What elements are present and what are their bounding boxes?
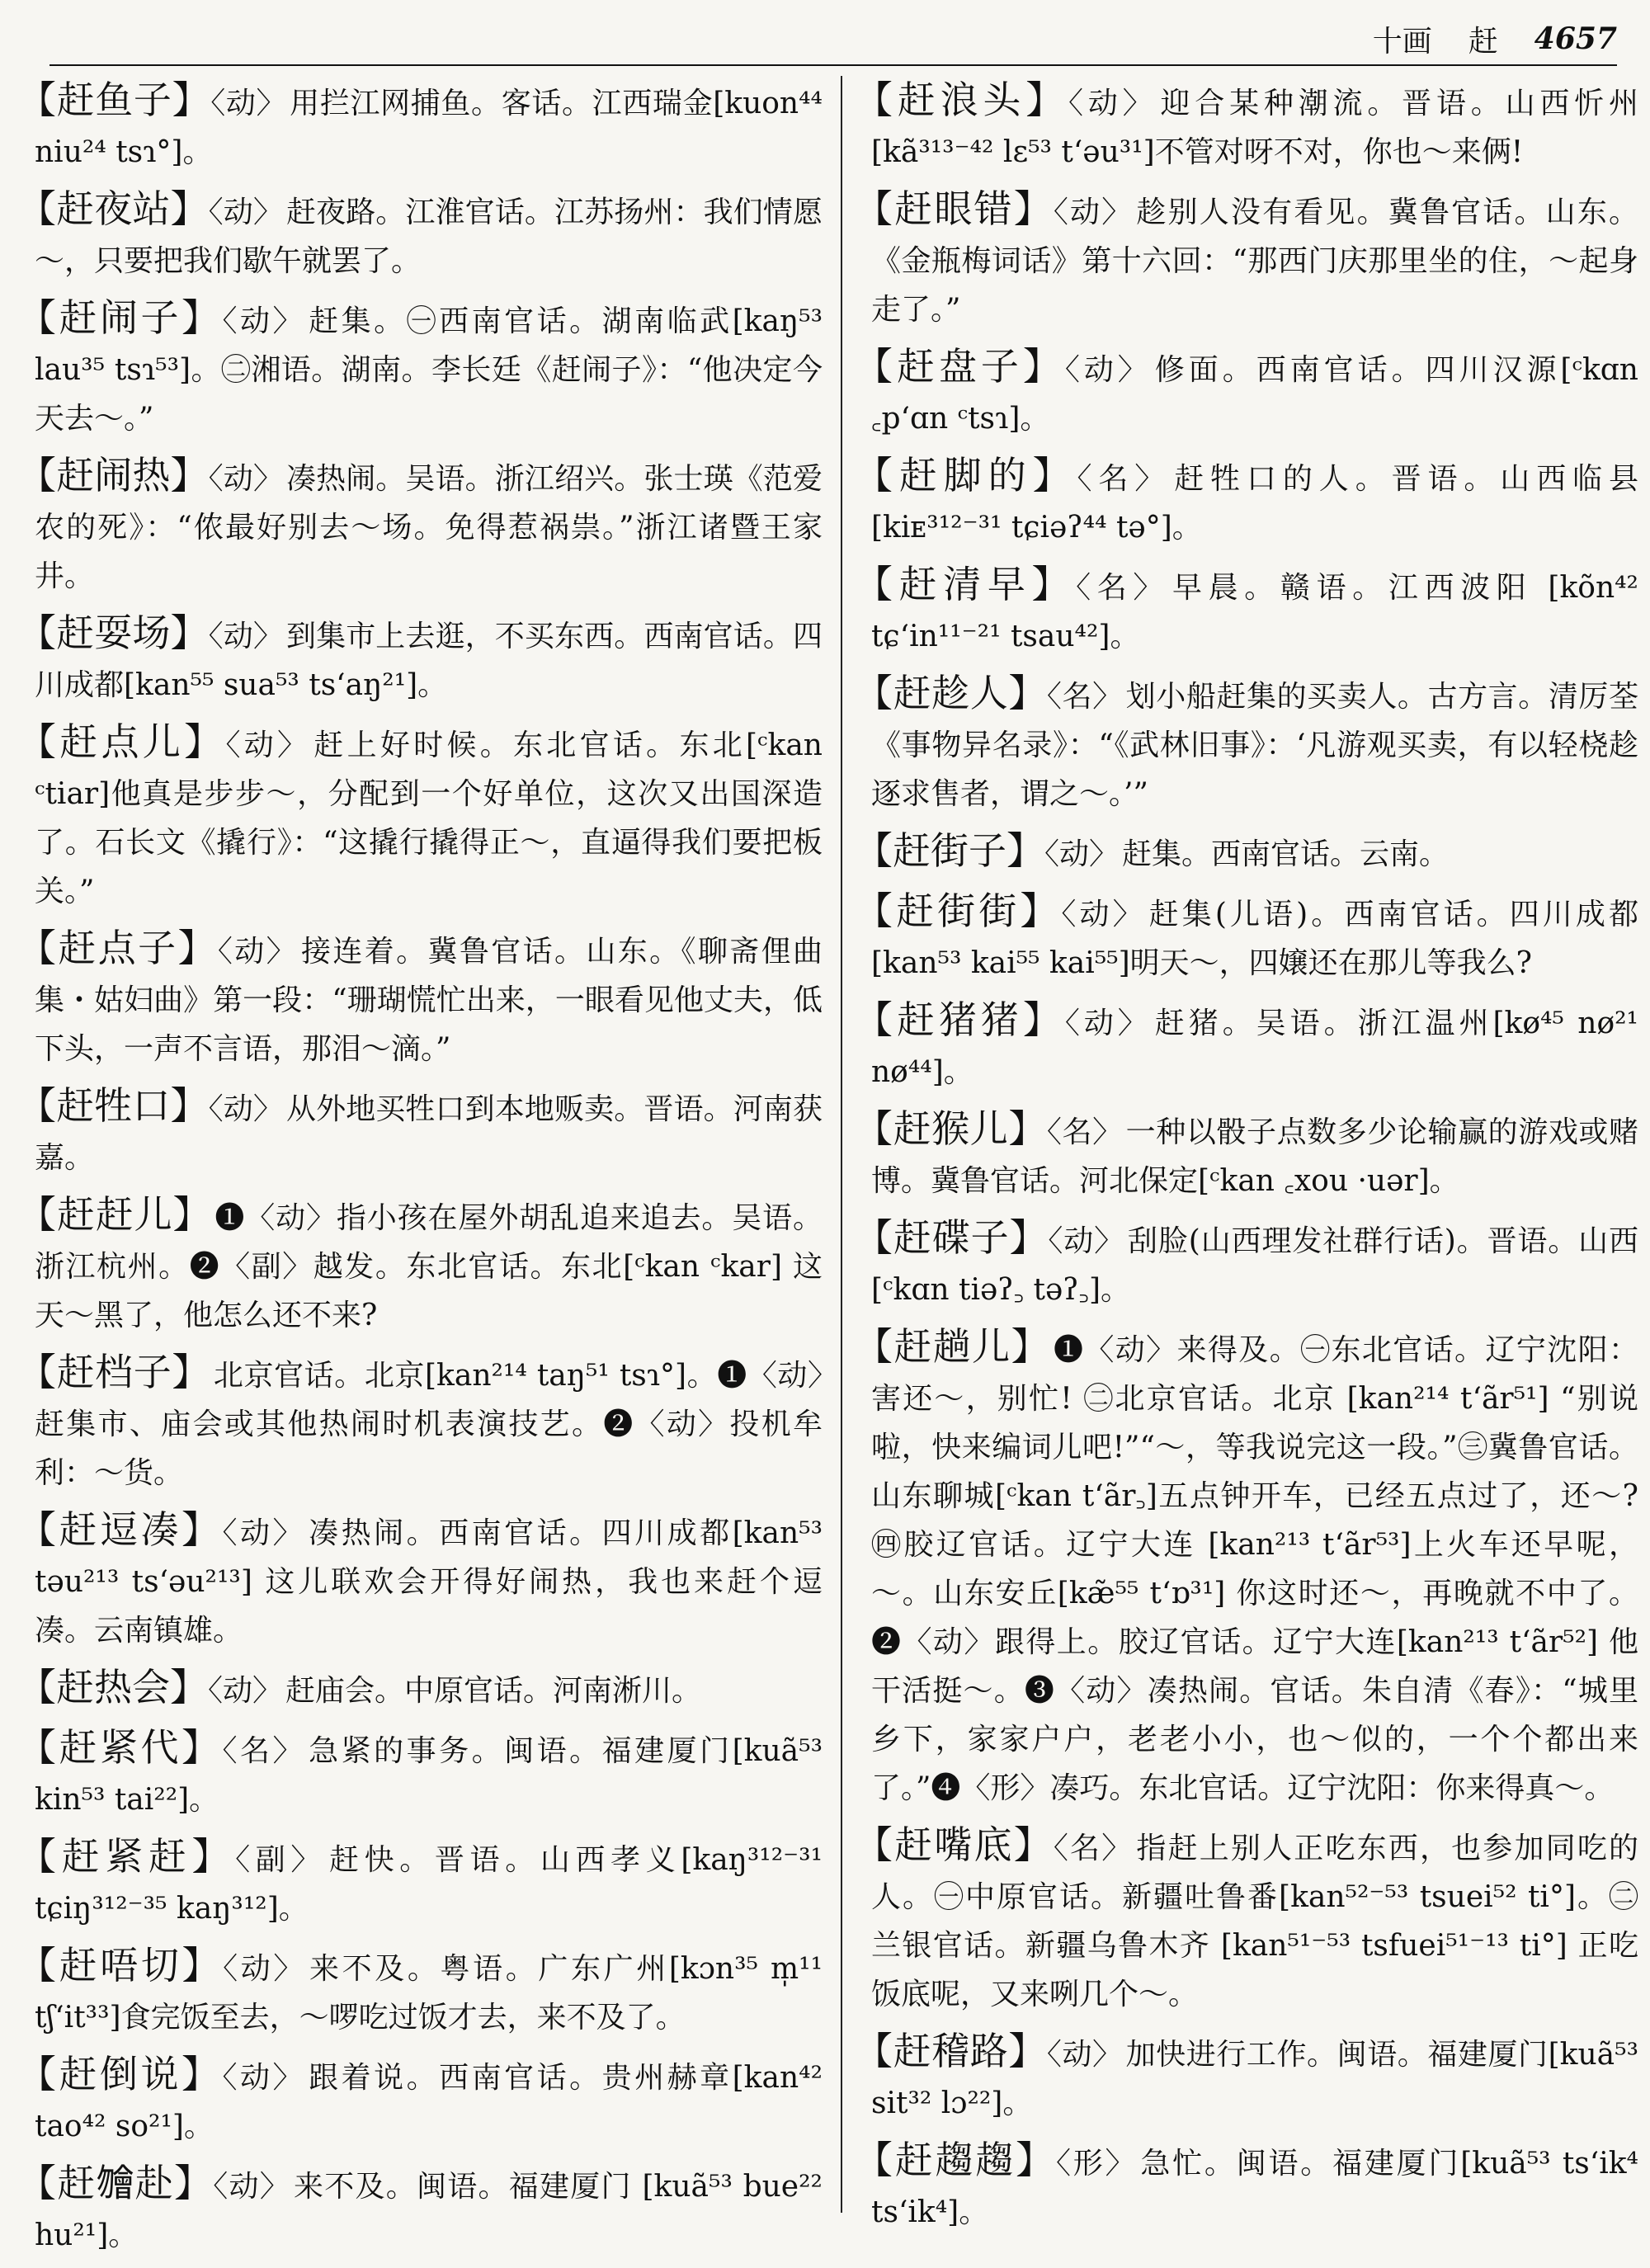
entry-definition: 来不及。闽语。福建厦门 [kuã⁵³ bue²² hu²¹]。 — [35, 2170, 823, 2252]
dictionary-entry — [18, 1663, 823, 1715]
entry-part-of-speech: 〈动〉 — [1061, 898, 1146, 931]
entry-definition: 迎合某种潮流。晋语。山西忻州[kã³¹³⁻⁴² lɛ⁵³ t‘əu³¹]不管对呀不对，你也～来俩! — [871, 87, 1638, 169]
dictionary-entry — [18, 924, 823, 1073]
radical-label: 赶 — [1468, 24, 1498, 59]
dictionary-entry — [855, 451, 1638, 552]
entry-headword: 【赶稽路】 — [855, 2029, 1047, 2073]
dictionary-entry — [855, 2136, 1638, 2237]
entry-headword: 【赶唔切】 — [18, 1943, 224, 1987]
column-divider — [841, 76, 842, 2213]
entry-part-of-speech: 〈动〉 — [208, 196, 283, 229]
dictionary-entry — [18, 451, 823, 601]
entry-part-of-speech: 〈动〉 — [222, 304, 306, 338]
entry-part-of-speech: 〈名〉 — [222, 1734, 306, 1768]
dictionary-entry — [18, 718, 823, 916]
dictionary-entry — [18, 1191, 823, 1340]
entry-headword: 【赶趁人】 — [855, 671, 1047, 715]
entry-definition: 修面。西南官话。四川汉源[ᶜkɑn ꜀p‘ɑn ᶜtsɿ]。 — [871, 353, 1638, 436]
entry-part-of-speech: 〈动〉 — [1046, 2038, 1123, 2072]
entry-definition: 接连着。冀鲁官话。山东。《聊斋俚曲集・姑妇曲》第一段：“珊瑚慌忙出来，一眼看见他丈夫，低下头，一声不言语，那泪～滴。” — [35, 935, 823, 1066]
entry-headword: 【赶猴儿】 — [855, 1106, 1047, 1151]
entry-definition: 来不及。粤语。广东广州[kɔn³⁵ m̩¹¹ tʃ‘it³³]食完饭至去，～啰吃过饭才去，来不及了。 — [35, 1952, 823, 2035]
entry-definition: 凑热闹。西南官话。四川成都[kan⁵³ təu²¹³ ts‘əu²¹³] 这儿联欢会开得好闹热，我也来赶个逗凑。云南镇雄。 — [35, 1516, 823, 1648]
page-number: 4657 — [1534, 21, 1617, 56]
entry-headword: 【赶耍场】 — [18, 611, 209, 655]
dictionary-entry — [855, 1105, 1638, 1205]
entry-headword: 【赶浪头】 — [855, 78, 1069, 122]
entry-definition: 刮脸(山西理发社群行话)。晋语。山西[ᶜkɑn tiəʔ꜆ təʔ꜆]。 — [871, 1224, 1639, 1307]
dictionary-entry — [855, 827, 1638, 879]
dictionary-entry — [855, 185, 1638, 334]
entry-headword: 【赶夜站】 — [18, 186, 209, 231]
entry-definition: 早晨。赣语。江西波阳 [kõn⁴² tɕ‘in¹¹⁻²¹ tsau⁴²]。 — [871, 571, 1638, 653]
entry-definition: 一种以骰子点数多少论输赢的游戏或赌博。冀鲁官话。河北保定[ᶜkan ꜀xou ·uər]。 — [871, 1115, 1638, 1198]
entry-definition: 从外地买牲口到本地贩卖。晋语。河南获嘉。 — [35, 1092, 823, 1175]
entry-definition: 北京官话。北京[kan²¹⁴ taŋ⁵¹ tsɿ°]。❶〈动〉赶集市、庙会或其他热闹时机表演技艺。❷〈动〉投机牟利：～货。 — [35, 1359, 823, 1490]
entry-part-of-speech: 〈动〉 — [222, 1516, 306, 1550]
dictionary-entry — [18, 1941, 823, 2042]
entry-part-of-speech: 〈形〉 — [1055, 2147, 1138, 2181]
entry-headword: 【赶热会】 — [18, 1665, 208, 1709]
dictionary-entry — [855, 996, 1638, 1096]
entry-part-of-speech: 〈动〉 — [208, 1674, 283, 1708]
entry-part-of-speech: 〈动〉 — [208, 462, 283, 496]
entry-part-of-speech: 〈副〉 — [235, 1843, 327, 1877]
dictionary-entry — [855, 887, 1638, 988]
entry-part-of-speech: 〈动〉 — [223, 1952, 306, 1986]
entry-headword: 【赶紧代】 — [18, 1725, 223, 1770]
entry-definition: 用拦江网捕鱼。客话。江西瑞金[kuon⁴⁴ niu²⁴ tsɿ°]。 — [35, 87, 823, 169]
header-rule — [50, 64, 1617, 66]
entry-part-of-speech: 〈动〉 — [1064, 353, 1152, 387]
entry-headword: 【赶鱼子】 — [18, 78, 211, 122]
dictionary-entry — [855, 76, 1638, 177]
entry-headword: 【赶趨趨】 — [855, 2138, 1056, 2182]
entry-definition: 赶上好时候。东北官话。东北[ᶜkan ᶜtiar]他真是步步～，分配到一个好单位，这次又出国深造了。石长文《撬行》：“这撬行撬得正～，直逼得我们要把板关。” — [35, 728, 823, 908]
entry-definition: 赶集。㊀西南官话。湖南临武[kaŋ⁵³ lau³⁵ tsɿ⁵³]。㊁湘语。湖南。李长廷《赶闹子》：“他决定今天去～。” — [35, 304, 823, 436]
entry-headword: 【赶碟子】 — [855, 1215, 1049, 1260]
dictionary-entry — [18, 1506, 823, 1655]
entry-definition: 加快进行工作。闽语。福建厦门[kuã⁵³ sit³² lɔ²²]。 — [871, 2038, 1639, 2120]
entry-part-of-speech: 〈动〉 — [213, 2170, 291, 2204]
entry-part-of-speech: 〈名〉 — [1046, 680, 1123, 714]
dictionary-entry — [855, 560, 1638, 661]
entry-definition: 急忙。闽语。福建厦门[kuã⁵³ ts‘ik⁴ ts‘ik⁴]。 — [871, 2147, 1638, 2229]
entry-headword: 【赶逗凑】 — [18, 1507, 223, 1552]
entry-headword: 【赶街街】 — [855, 889, 1062, 933]
entry-part-of-speech: 〈动〉 — [1064, 1007, 1152, 1040]
entry-headword: 【赶档子】 — [18, 1350, 210, 1394]
entry-headword: 【赶闹子】 — [18, 295, 223, 340]
entry-definition: 划小船赶集的买卖人。古方言。清厉荃《事物异名录》：“《武林旧事》：‘凡游观买卖，有以轻桡趁逐求售者，谓之～。’” — [871, 680, 1638, 811]
dictionary-entry — [18, 1832, 823, 1933]
entry-part-of-speech: 〈动〉 — [1048, 1224, 1125, 1258]
entry-part-of-speech: 〈动〉 — [1053, 196, 1134, 229]
entry-headword: 【赶眼错】 — [855, 186, 1054, 231]
entry-headword: 【赶赶儿】 — [18, 1192, 212, 1237]
running-header — [50, 18, 1617, 59]
entry-definition: ❶〈动〉指小孩在屋外胡乱追来追去。吴语。浙江杭州。❷〈副〉越发。东北官话。东北[ᶜkan ᶜkar] 这天～黑了，他怎么还不来? — [35, 1201, 823, 1332]
entry-part-of-speech: 〈名〉 — [1046, 1115, 1123, 1149]
entry-part-of-speech: 〈动〉 — [1068, 87, 1157, 120]
dictionary-entry — [18, 76, 823, 177]
entry-part-of-speech: 〈动〉 — [222, 2061, 306, 2095]
entry-headword: 【赶趟儿】 — [855, 1324, 1050, 1369]
entry-part-of-speech: 〈动〉 — [208, 620, 283, 653]
entry-definition: 赶猪。吴语。浙江温州[kø⁴⁵ nø²¹ nø⁴⁴]。 — [871, 1007, 1638, 1089]
entry-definition: 趁别人没有看见。冀鲁官话。山东。《金瓶梅词话》第十六回：“那西门庆那里坐的住，～起身走了。” — [871, 196, 1638, 327]
entry-headword: 【赶牲口】 — [18, 1083, 209, 1128]
entry-definition: 凑热闹。吴语。浙江绍兴。张士瑛《范爱农的死》：“侬最好别去～场。免得惹祸祟。”浙江诸暨王家井。 — [35, 462, 823, 593]
dictionary-entry — [18, 1348, 823, 1497]
entry-part-of-speech: 〈名〉 — [1076, 571, 1170, 605]
entry-definition: 赶夜路。江淮官话。江苏扬州：我们情愿～，只要把我们歇午就罢了。 — [35, 196, 823, 278]
entry-headword: 【赶倒说】 — [18, 2052, 223, 2096]
dictionary-entry — [18, 185, 823, 285]
entry-definition: 急紧的事务。闽语。福建厦门[kuã⁵³ kin⁵³ tai²²]。 — [35, 1734, 823, 1817]
dictionary-entry — [855, 1323, 1638, 1813]
dictionary-entry — [855, 2027, 1638, 2128]
dictionary-entry — [855, 342, 1638, 443]
entry-definition: 赶集(儿语)。西南官话。四川成都[kan⁵³ kai⁵⁵ kai⁵⁵]明天～，四嬢还在那儿等我么? — [871, 898, 1638, 980]
entry-headword: 【赶脚的】 — [855, 453, 1077, 497]
entry-part-of-speech: 〈名〉 — [1077, 462, 1172, 496]
dictionary-entry — [18, 2050, 823, 2151]
entry-headword: 【赶嘴底】 — [855, 1822, 1054, 1867]
entry-headword: 【赶𣍐赴】 — [18, 2161, 214, 2205]
entry-definition: 到集市上去逛，不买东西。西南官话。四川成都[kan⁵⁵ sua⁵³ ts‘aŋ²¹]。 — [35, 620, 823, 702]
section-label: 十画 — [1372, 24, 1432, 59]
entry-definition: ❶〈动〉来得及。㊀东北官话。辽宁沈阳：害还～，别忙! ㊁北京官话。北京 [kan²¹⁴ t‘ãr⁵¹] “别说啦，快来编词儿吧!”“～，等我说完这一段。”㊂冀鲁官话。山东聊城[ᶜkan t‘ãr꜆]五点钟开车，已经五点过了，还～? ㊃胶辽官话。辽宁大连 [kan²¹³ t‘ãr⁵³]上火车还早呢，～。山东安丘[kæ̃⁵⁵ t‘ɒ³¹] 你这时还～，再晚就不中了。❷〈动〉跟得上。胶辽官话。辽宁大连[kan²¹³ t‘ãr⁵²] 他干活挺～。❸〈动〉凑热闹。官话。朱自清《春》：“城里乡下，家家户户，老老小小，也～似的，一个个都出来了。”❹〈形〉凑巧。东北官话。辽宁沈阳：你来得真～。 — [871, 1333, 1638, 1805]
dictionary-entry — [855, 669, 1638, 818]
right-column — [855, 76, 1638, 2245]
entry-headword: 【赶街子】 — [855, 828, 1044, 873]
dictionary-entry — [855, 1214, 1638, 1314]
entry-headword: 【赶点子】 — [18, 926, 218, 970]
entry-part-of-speech: 〈名〉 — [1053, 1832, 1134, 1865]
entry-part-of-speech: 〈动〉 — [225, 728, 311, 762]
entry-headword: 【赶清早】 — [855, 562, 1077, 606]
dictionary-entry — [855, 1821, 1638, 2019]
entry-headword: 【赶闹热】 — [18, 453, 209, 497]
entry-part-of-speech: 〈动〉 — [210, 87, 287, 120]
left-column — [18, 76, 823, 2268]
dictionary-entry — [18, 1723, 823, 1824]
entry-definition: 跟着说。西南官话。贵州赫章[kan⁴² tao⁴² so²¹]。 — [35, 2061, 823, 2143]
dictionary-entry — [18, 609, 823, 710]
entry-headword: 【赶猪猪】 — [855, 997, 1065, 1042]
dictionary-entry — [18, 1082, 823, 1182]
entry-headword: 【赶点儿】 — [18, 719, 226, 764]
entry-definition: 赶牲口的人。晋语。山西临县[kiᴇ³¹²⁻³¹ tɕiəʔ⁴⁴ tə°]。 — [871, 462, 1638, 545]
entry-definition: 赶庙会。中原官话。河南淅川。 — [285, 1674, 702, 1708]
entry-part-of-speech: 〈动〉 — [1044, 837, 1120, 871]
entry-definition: 赶快。晋语。山西孝义[kaŋ³¹²⁻³¹ tɕiŋ³¹²⁻³⁵ kaŋ³¹²]。 — [35, 1843, 823, 1926]
dictionary-entry — [18, 2159, 823, 2260]
dictionary-entry — [18, 294, 823, 443]
entry-headword: 【赶紧赶】 — [18, 1834, 236, 1879]
entry-headword: 【赶盘子】 — [855, 344, 1065, 389]
entry-definition: 指赶上别人正吃东西，也参加同吃的人。㊀中原官话。新疆吐鲁番[kan⁵²⁻⁵³ tsuei⁵² ti°]。㊁兰银官话。新疆乌鲁木齐 [kan⁵¹⁻⁵³ tsfuei⁵¹⁻¹³ ti°] 正吃饭底呢，又来咧几个～。 — [871, 1832, 1638, 2011]
entry-part-of-speech: 〈动〉 — [217, 935, 298, 969]
entry-definition: 赶集。西南官话。云南。 — [1122, 837, 1450, 871]
entry-part-of-speech: 〈动〉 — [208, 1092, 283, 1126]
